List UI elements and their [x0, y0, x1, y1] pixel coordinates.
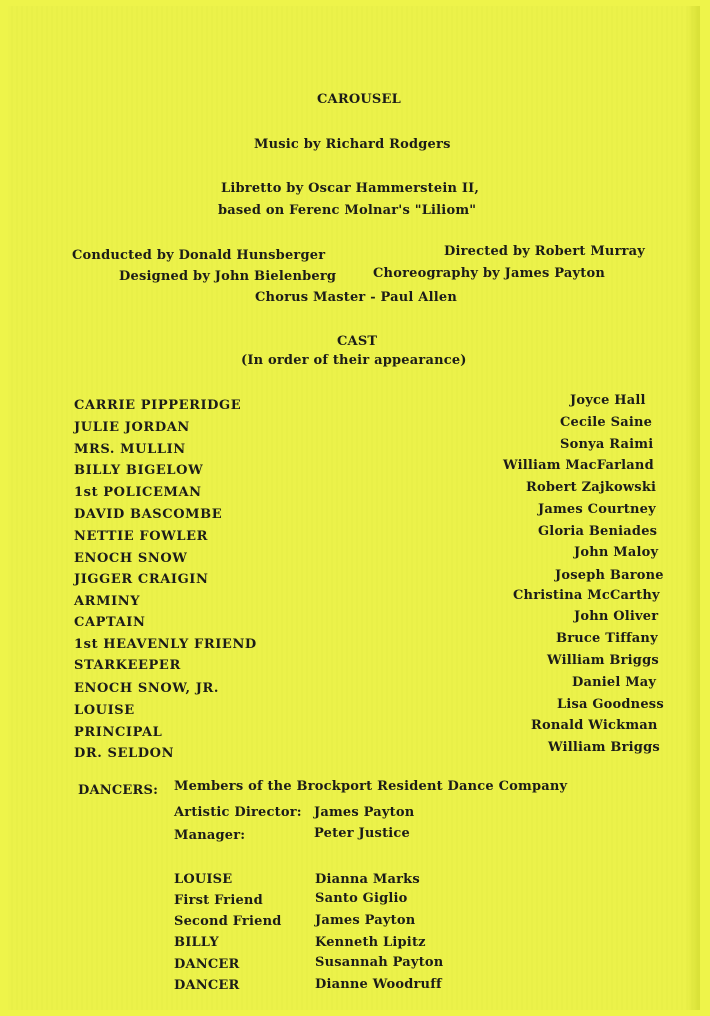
- staff-role: Artistic Director:: [174, 805, 302, 820]
- staff-role: Manager:: [174, 828, 246, 843]
- chorus-master-credit: Chorus Master - Paul Allen: [255, 290, 457, 305]
- dance-dancer: Santo Giglio: [315, 891, 408, 906]
- cast-actor: John Oliver: [574, 609, 659, 624]
- cast-role: 1st POLICEMAN: [74, 485, 202, 500]
- cast-actor: Ronald Wickman: [531, 718, 658, 733]
- cast-role: ENOCH SNOW, JR.: [74, 681, 219, 696]
- cast-actor: William MacFarland: [503, 458, 654, 473]
- cast-role: ENOCH SNOW: [74, 551, 188, 566]
- dance-company: Members of the Brockport Resident Dance Company: [174, 779, 568, 794]
- cast-role: MRS. MULLIN: [74, 442, 186, 457]
- dance-dancer: Susannah Payton: [315, 955, 444, 970]
- show-title: CAROUSEL: [317, 92, 401, 107]
- cast-actor: William Briggs: [548, 740, 660, 755]
- director-credit: Directed by Robert Murray: [444, 244, 646, 259]
- cast-role: ARMINY: [74, 594, 141, 609]
- cast-actor: Joyce Hall: [570, 393, 646, 408]
- conductor-credit: Conducted by Donald Hunsberger: [72, 248, 326, 263]
- cast-actor: Cecile Saine: [560, 415, 653, 430]
- cast-role: DR. SELDON: [74, 746, 175, 761]
- cast-actor: Gloria Beniades: [538, 524, 658, 539]
- dance-dancer: Dianne Woodruff: [315, 977, 442, 992]
- cast-role: CAPTAIN: [74, 615, 146, 630]
- music-credit: Music by Richard Rodgers: [254, 137, 451, 152]
- cast-role: LOUISE: [74, 703, 135, 718]
- program-page: [8, 6, 700, 1010]
- cast-actor: Christina McCarthy: [513, 588, 660, 603]
- dance-dancer: Kenneth Lipitz: [315, 935, 426, 950]
- staff-name: James Payton: [314, 805, 415, 820]
- cast-actor: John Maloy: [574, 545, 659, 560]
- cast-role: CARRIE PIPPERIDGE: [74, 398, 242, 413]
- cast-actor: Bruce Tiffany: [556, 631, 658, 646]
- libretto-credit-line1: Libretto by Oscar Hammerstein II,: [221, 181, 480, 196]
- cast-role: 1st HEAVENLY FRIEND: [74, 637, 257, 652]
- cast-actor: Robert Zajkowski: [526, 480, 657, 495]
- dance-dancer: James Payton: [315, 913, 416, 928]
- libretto-credit-line2: based on Ferenc Molnar's "Liliom": [218, 203, 477, 218]
- dance-dancer: Dianna Marks: [315, 872, 420, 887]
- cast-role: BILLY BIGELOW: [74, 463, 204, 478]
- cast-actor: Lisa Goodness: [557, 697, 664, 712]
- cast-heading: CAST: [337, 334, 378, 349]
- dance-role: Second Friend: [174, 914, 282, 929]
- dance-role: DANCER: [174, 957, 240, 972]
- cast-role: NETTIE FOWLER: [74, 529, 208, 544]
- staff-name: Peter Justice: [314, 826, 410, 841]
- dance-role: DANCER: [174, 978, 240, 993]
- cast-role: DAVID BASCOMBE: [74, 507, 223, 522]
- designer-credit: Designed by John Bielenberg: [119, 269, 337, 284]
- dance-role: LOUISE: [174, 872, 233, 887]
- cast-actor: Daniel May: [572, 675, 657, 690]
- dance-role: BILLY: [174, 935, 219, 950]
- cast-actor: Joseph Barone: [555, 568, 664, 583]
- cast-role: JIGGER CRAIGIN: [74, 572, 209, 587]
- dance-role: First Friend: [174, 893, 263, 908]
- cast-actor: Sonya Raimi: [560, 437, 654, 452]
- dancers-label: DANCERS:: [78, 783, 159, 798]
- cast-actor: William Briggs: [547, 653, 659, 668]
- cast-role: PRINCIPAL: [74, 725, 163, 740]
- cast-role: JULIE JORDAN: [74, 420, 190, 435]
- cast-subheading: (In order of their appearance): [241, 353, 467, 368]
- cast-actor: James Courtney: [538, 502, 656, 517]
- choreography-credit: Choreography by James Payton: [373, 266, 605, 281]
- cast-role: STARKEEPER: [74, 658, 181, 673]
